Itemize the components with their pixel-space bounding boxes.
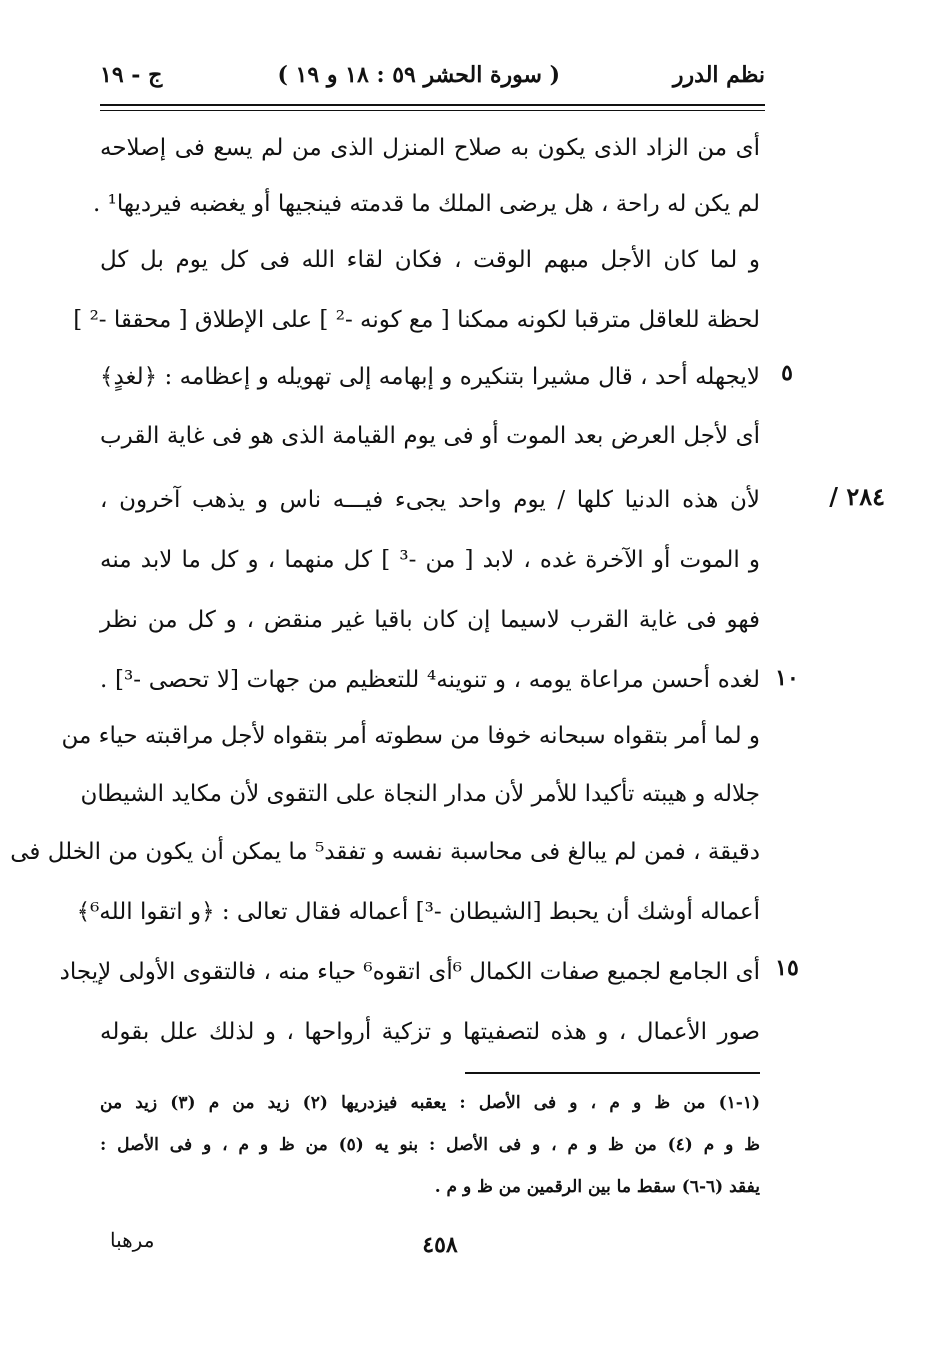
footnote-rule [465,1072,760,1074]
text-line: فهو فى غاية القرب لاسيما إن كان باقيا غير منقض ، و كل من نظر [100,607,760,633]
text-line: أى الجامع لجميع صفات الكمال ⁶أى اتقوه⁶ حياء منه ، فالتقوى الأولى لإيجاد [59,959,760,985]
running-header [100,62,765,98]
surah-reference: ( سورة الحشر ٥٩ : ١٨ و ١٩ ) [277,62,560,88]
text-line: أى لأجل العرض بعد الموت أو فى يوم القيامة الذى هو فى غاية القرب [100,423,760,449]
page-number: ٤٥٨ [422,1232,458,1258]
margin-page-reference: ٢٨٤ / [829,482,885,511]
text-line: أعماله أوشك أن يحبط [الشيطان -³] أعماله فقال تعالى : ﴿و اتقوا الله⁶﴾ [76,899,760,925]
text-line: و لما أمر بتقواه سبحانه خوفا من سطوته أمر بتقواه لأجل مراقبته حياء من [61,723,760,749]
text-line: لم يكن له راحة ، هل يرضى الملك ما قدمته فينجيها أو يغضبه فيرديها¹ . [92,191,760,217]
book-title: نظم الدرر [672,62,765,88]
text-line: جلاله و هيبته تأكيدا للأمر لأن مدار النجاة على التقوى لأن مكايد الشيطان [80,781,760,807]
line-number-15: ١٥ [775,955,799,981]
header-rule-thin [100,110,765,111]
header-rule-thick [100,104,765,106]
text-line: دقيقة ، فمن لم يبالغ فى محاسبة نفسه و تفقد⁵ ما يمكن أن يكون من الخلل فى [10,839,760,865]
volume-number: ج - ١٩ [100,62,163,88]
text-line: أى من الزاد الذى يكون به صلاح المنزل الذى من لم يسع فى إصلاحه [100,135,760,161]
footnote-line: يفقد (٦-٦) سقط ما بين الرقمين من ظ و م . [434,1177,760,1197]
text-line: لايجهله أحد ، قال مشيرا بتنكيره و إبهامه إلى تهويله و إعظامه : ﴿لغدٍ﴾ [100,364,760,390]
footnote-line: (١-١) من ظ و م ، و فى الأصل : يعقبه فيزدريها (٢) زيد من م (٣) زيد من [100,1093,760,1113]
footnote-line: ظ و م (٤) من ظ و م ، و فى الأصل : بنو يه (٥) من ظ و م ، و فى الأصل : [100,1135,760,1155]
line-number-5: ٥ [781,360,793,386]
text-line: صور الأعمال ، و هذه لتصفيتها و تزكية أرواحها ، و لذلك علل بقوله [100,1019,760,1045]
signature: مرهبا [110,1228,155,1252]
text-line: لحظة للعاقل مترقبا لكونه ممكنا [ مع كونه -² ] على الإطلاق [ محققا -² ] [73,307,760,333]
line-number-10: ١٠ [775,665,799,691]
text-line: لأن هذه الدنيا كلها / يوم واحد يجىء فيـــه ناس و يذهب آخرون ، [100,487,760,513]
text-line: لغده أحسن مراعاة يومه ، و تنوينه⁴ للتعظيم من جهات [لا تحصى -³] . [100,667,760,693]
text-line: و الموت أو الآخرة غده ، لابد [ من -³ ] كل منهما ، و كل ما لابد منه [100,547,761,573]
text-line: و لما كان الأجل مبهم الوقت ، فكان لقاء الله فى كل يوم بل كل [100,247,760,273]
